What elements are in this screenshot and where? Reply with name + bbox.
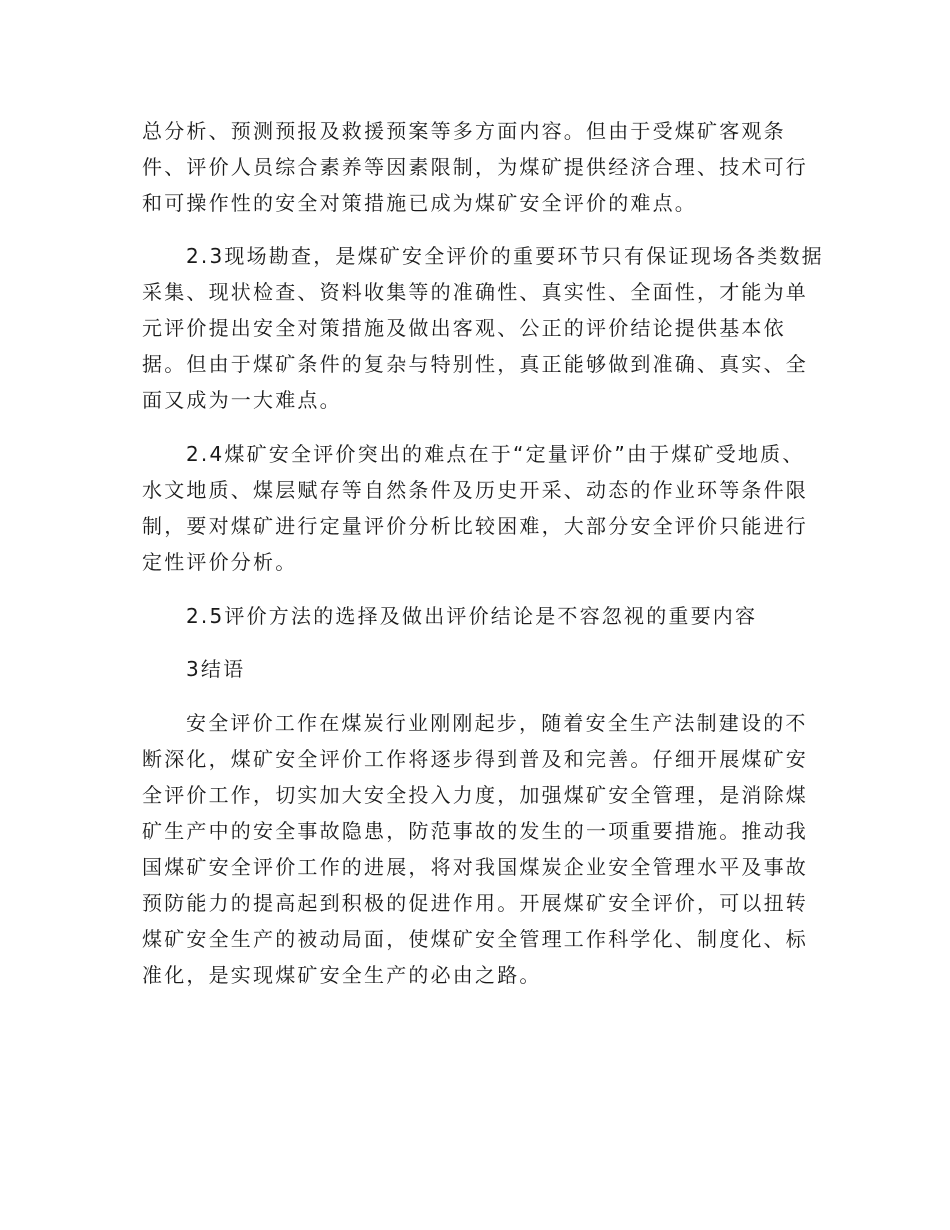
- text-line: 2.4煤矿安全评价突出的难点在于“定量评价”由于煤矿受地质、: [186, 442, 805, 466]
- text-line: 预防能力的提高起到积极的促进作用。开展煤矿安全评价，可以扭转: [142, 891, 808, 915]
- text-line: 制，要对煤矿进行定量评价分析比较困难，大部分安全评价只能进行: [142, 514, 808, 538]
- text-line: 定性评价分析。: [142, 550, 298, 574]
- text-line: 准化，是实现煤矿安全生产的必由之路。: [142, 963, 542, 987]
- text-line: 水文地质、煤层赋存等自然条件及历史开采、动态的作业环等条件限: [142, 478, 808, 502]
- text-line: 2.5评价方法的选择及做出评价结论是不容忽视的重要内容: [186, 604, 758, 628]
- text-line: 采集、现状检查、资料收集等的准确性、真实性、全面性，才能为单: [142, 280, 808, 304]
- text-line: 全评价工作，切实加大安全投入力度，加强煤矿安全管理，是消除煤: [142, 783, 808, 807]
- text-line: 总分析、预测预报及救援预案等多方面内容。但由于受煤矿客观条: [142, 119, 786, 143]
- text-line: 据。但由于煤矿条件的复杂与特别性，真正能够做到准确、真实、全: [142, 352, 808, 376]
- text-line: 2.3现场勘查，是煤矿安全评价的重要环节只有保证现场各类数据: [186, 244, 824, 268]
- text-line: 断深化，煤矿安全评价工作将逐步得到普及和完善。仔细开展煤矿安: [142, 747, 808, 771]
- text-line: 煤矿安全生产的被动局面，使煤矿安全管理工作科学化、制度化、标: [142, 927, 808, 951]
- text-line: 件、评价人员综合素养等因素限制，为煤矿提供经济合理、技术可行: [142, 155, 808, 179]
- text-line: 面又成为一大难点。: [142, 388, 342, 412]
- text-line: 国煤矿安全评价工作的进展，将对我国煤炭企业安全管理水平及事故: [142, 855, 808, 879]
- section-heading: 3结语: [186, 657, 246, 681]
- text-line: 矿生产中的安全事故隐患，防范事故的发生的一项重要措施。推动我: [142, 819, 808, 843]
- text-line: 和可操作性的安全对策措施已成为煤矿安全评价的难点。: [142, 191, 697, 215]
- text-line: 元评价提出安全对策措施及做出客观、公正的评价结论提供基本依: [142, 316, 786, 340]
- text-line: 安全评价工作在煤炭行业刚刚起步，随着安全生产法制建设的不: [186, 711, 808, 735]
